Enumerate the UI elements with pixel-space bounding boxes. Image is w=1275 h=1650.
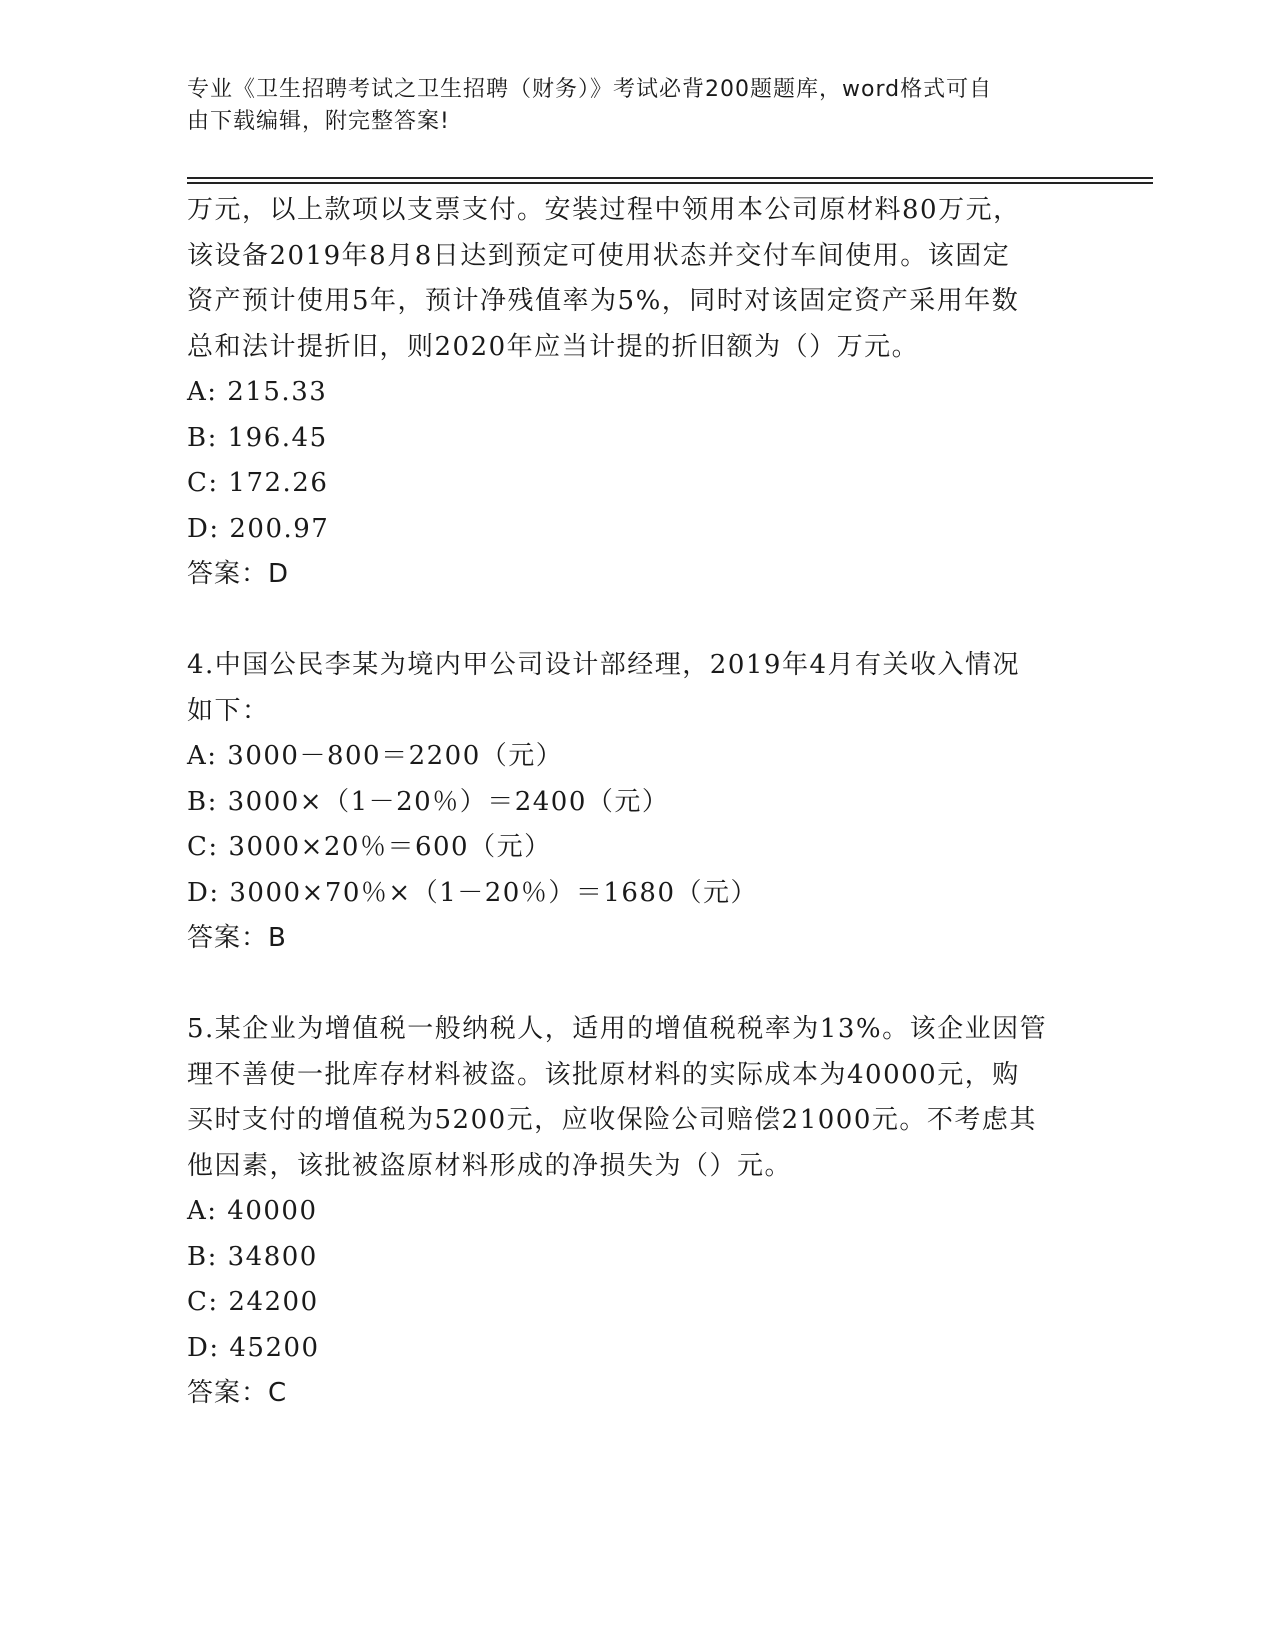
answer-line: 答案：B [187,923,287,953]
option-a: A: 40000 [187,1196,318,1226]
header-line-2: 由下载编辑，附完整答案! [187,109,450,134]
question-spacer [187,962,1067,1008]
question-text-line: 该设备2019年8月8日达到预定可使用状态并交付车间使用。该固定 [187,240,1011,271]
question-text-line: 他因素，该批被盗原材料形成的净损失为（）元。 [187,1150,793,1181]
header-line-1: 专业《卫生招聘考试之卫生招聘（财务）》考试必背200题题库，word格式可自 [187,77,993,102]
option-d: D: 200.97 [187,513,330,544]
question-text-line: 资产预计使用5年，预计净残值率为5%，同时对该固定资产采用年数 [187,286,1020,316]
question-text-line: 如下： [187,695,270,726]
option-b: B: 34800 [187,1241,318,1272]
question-text-line: 万元，以上款项以支票支付。安装过程中领用本公司原材料80万元， [187,195,1021,225]
question-text-line: 理不善使一批库存材料被盗。该批原材料的实际成本为40000元，购 [187,1059,1020,1090]
answer-line: 答案：C [187,1378,288,1408]
option-b: B: 196.45 [187,422,328,453]
question-text-line: 总和法计提折旧，则2020年应当计提的折旧额为（）万元。 [187,331,920,362]
question-text-line: 买时支付的增值税为5200元，应收保险公司赔偿21000元。不考虑其 [187,1105,1037,1135]
question-3 [187,188,1067,598]
document-header [187,74,1067,138]
question-4 [187,643,1067,962]
question-text-line: 4.中国公民李某为境内甲公司设计部经理，2019年4月有关收入情况 [187,650,1021,680]
header-rule-top [187,177,1153,179]
option-a: A: 215.33 [187,377,328,407]
option-c: C: 172.26 [187,468,329,498]
option-b: B: 3000×（1－20％）＝2400（元） [187,786,670,817]
option-d: D: 3000×70％×（1－20％）＝1680（元） [187,877,758,908]
header-rule-bottom [187,182,1153,184]
option-d: D: 45200 [187,1332,320,1363]
option-c: C: 3000×20％＝600（元） [187,832,552,862]
question-5 [187,1007,1067,1417]
document-body [187,188,1067,1417]
option-c: C: 24200 [187,1287,319,1317]
question-spacer [187,598,1067,644]
answer-line: 答案：D [187,559,290,589]
question-text-line: 5.某企业为增值税一般纳税人，适用的增值税税率为13%。该企业因管 [187,1014,1048,1044]
option-a: A: 3000－800＝2200（元） [187,741,564,771]
